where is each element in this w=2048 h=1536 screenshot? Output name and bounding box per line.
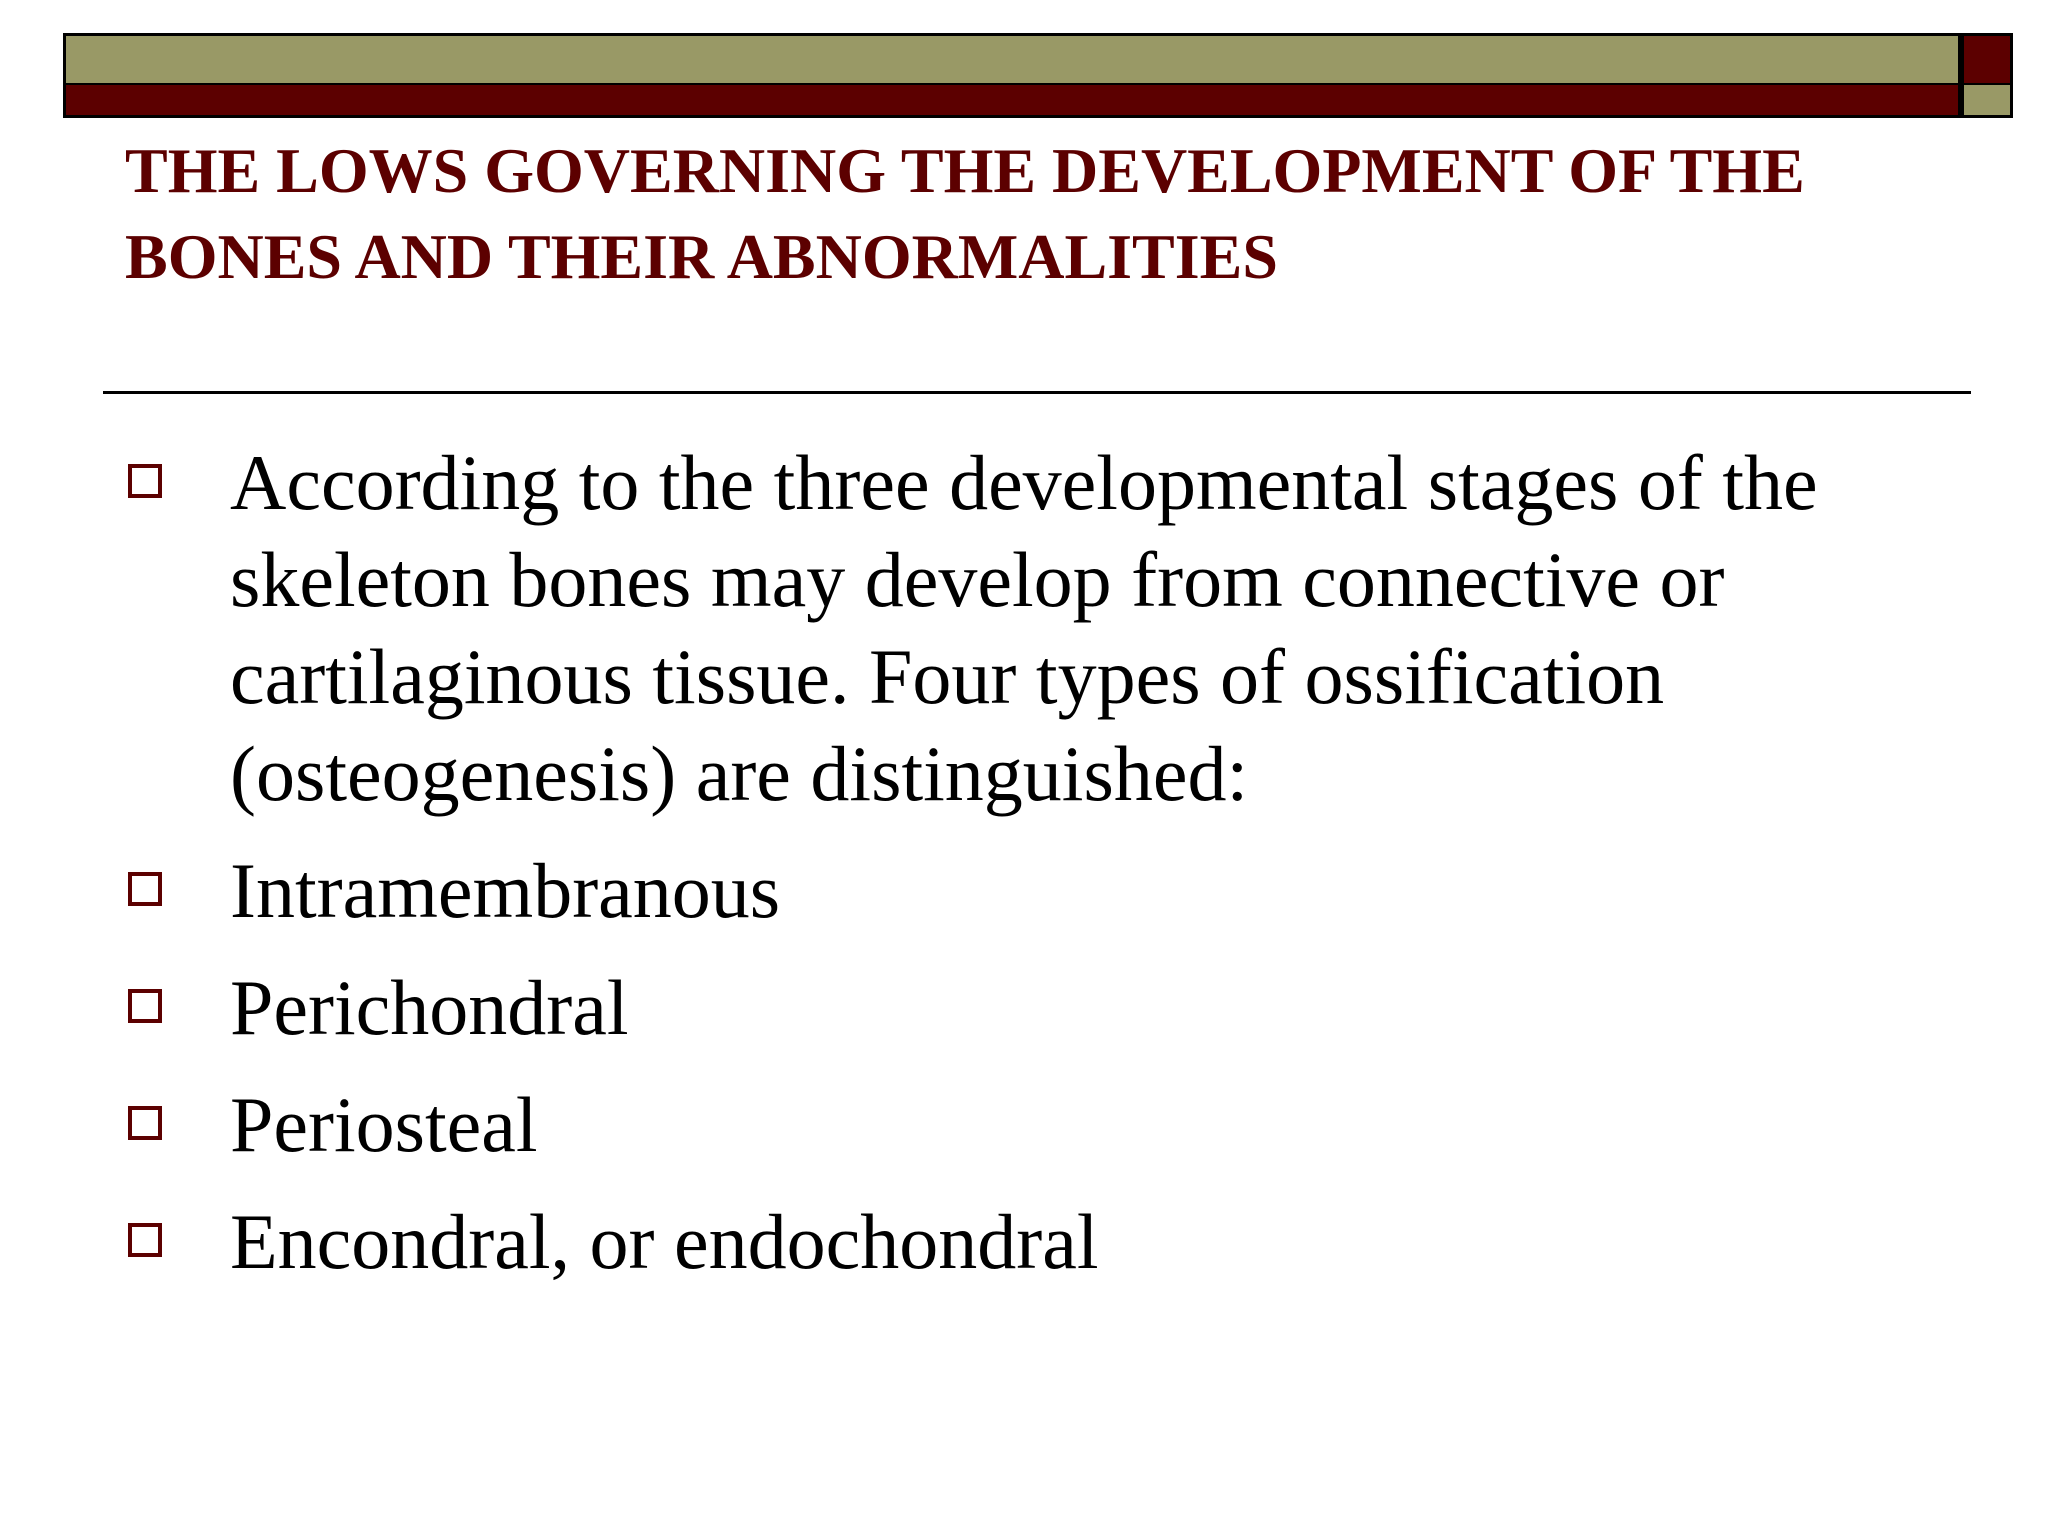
bullet-list	[128, 434, 1928, 1310]
bullet-text: Intramembranous	[230, 847, 781, 934]
bullet-text: Perichondral	[230, 964, 629, 1051]
header-corner-maroon	[1961, 33, 2013, 85]
list-item	[128, 959, 1928, 1056]
slide-title: THE LOWS GOVERNING THE DEVELOPMENT OF THE BONES AND THEIR ABNORMALITIES	[125, 135, 1805, 292]
bullet-text: Encondral, or endochondral	[230, 1198, 1099, 1285]
hollow-square-icon	[128, 989, 162, 1023]
list-item	[128, 842, 1928, 939]
header-band-maroon	[63, 85, 1961, 118]
header-band-olive	[63, 33, 1961, 85]
hollow-square-icon	[128, 1223, 162, 1257]
bullet-text: According to the three developmental stages of the skeleton bones may develop from connective or cartilaginous tissue. Four types of ossification (osteogenesis) are distinguished:	[230, 439, 1818, 817]
hollow-square-icon	[128, 464, 162, 498]
list-item	[128, 1193, 1928, 1290]
title-rule	[103, 391, 1971, 394]
list-item	[128, 1076, 1928, 1173]
list-item	[128, 434, 1928, 822]
hollow-square-icon	[128, 872, 162, 906]
hollow-square-icon	[128, 1106, 162, 1140]
header-corner-olive	[1961, 85, 2013, 118]
bullet-text: Periosteal	[230, 1081, 538, 1168]
header-divider	[1958, 33, 1964, 118]
